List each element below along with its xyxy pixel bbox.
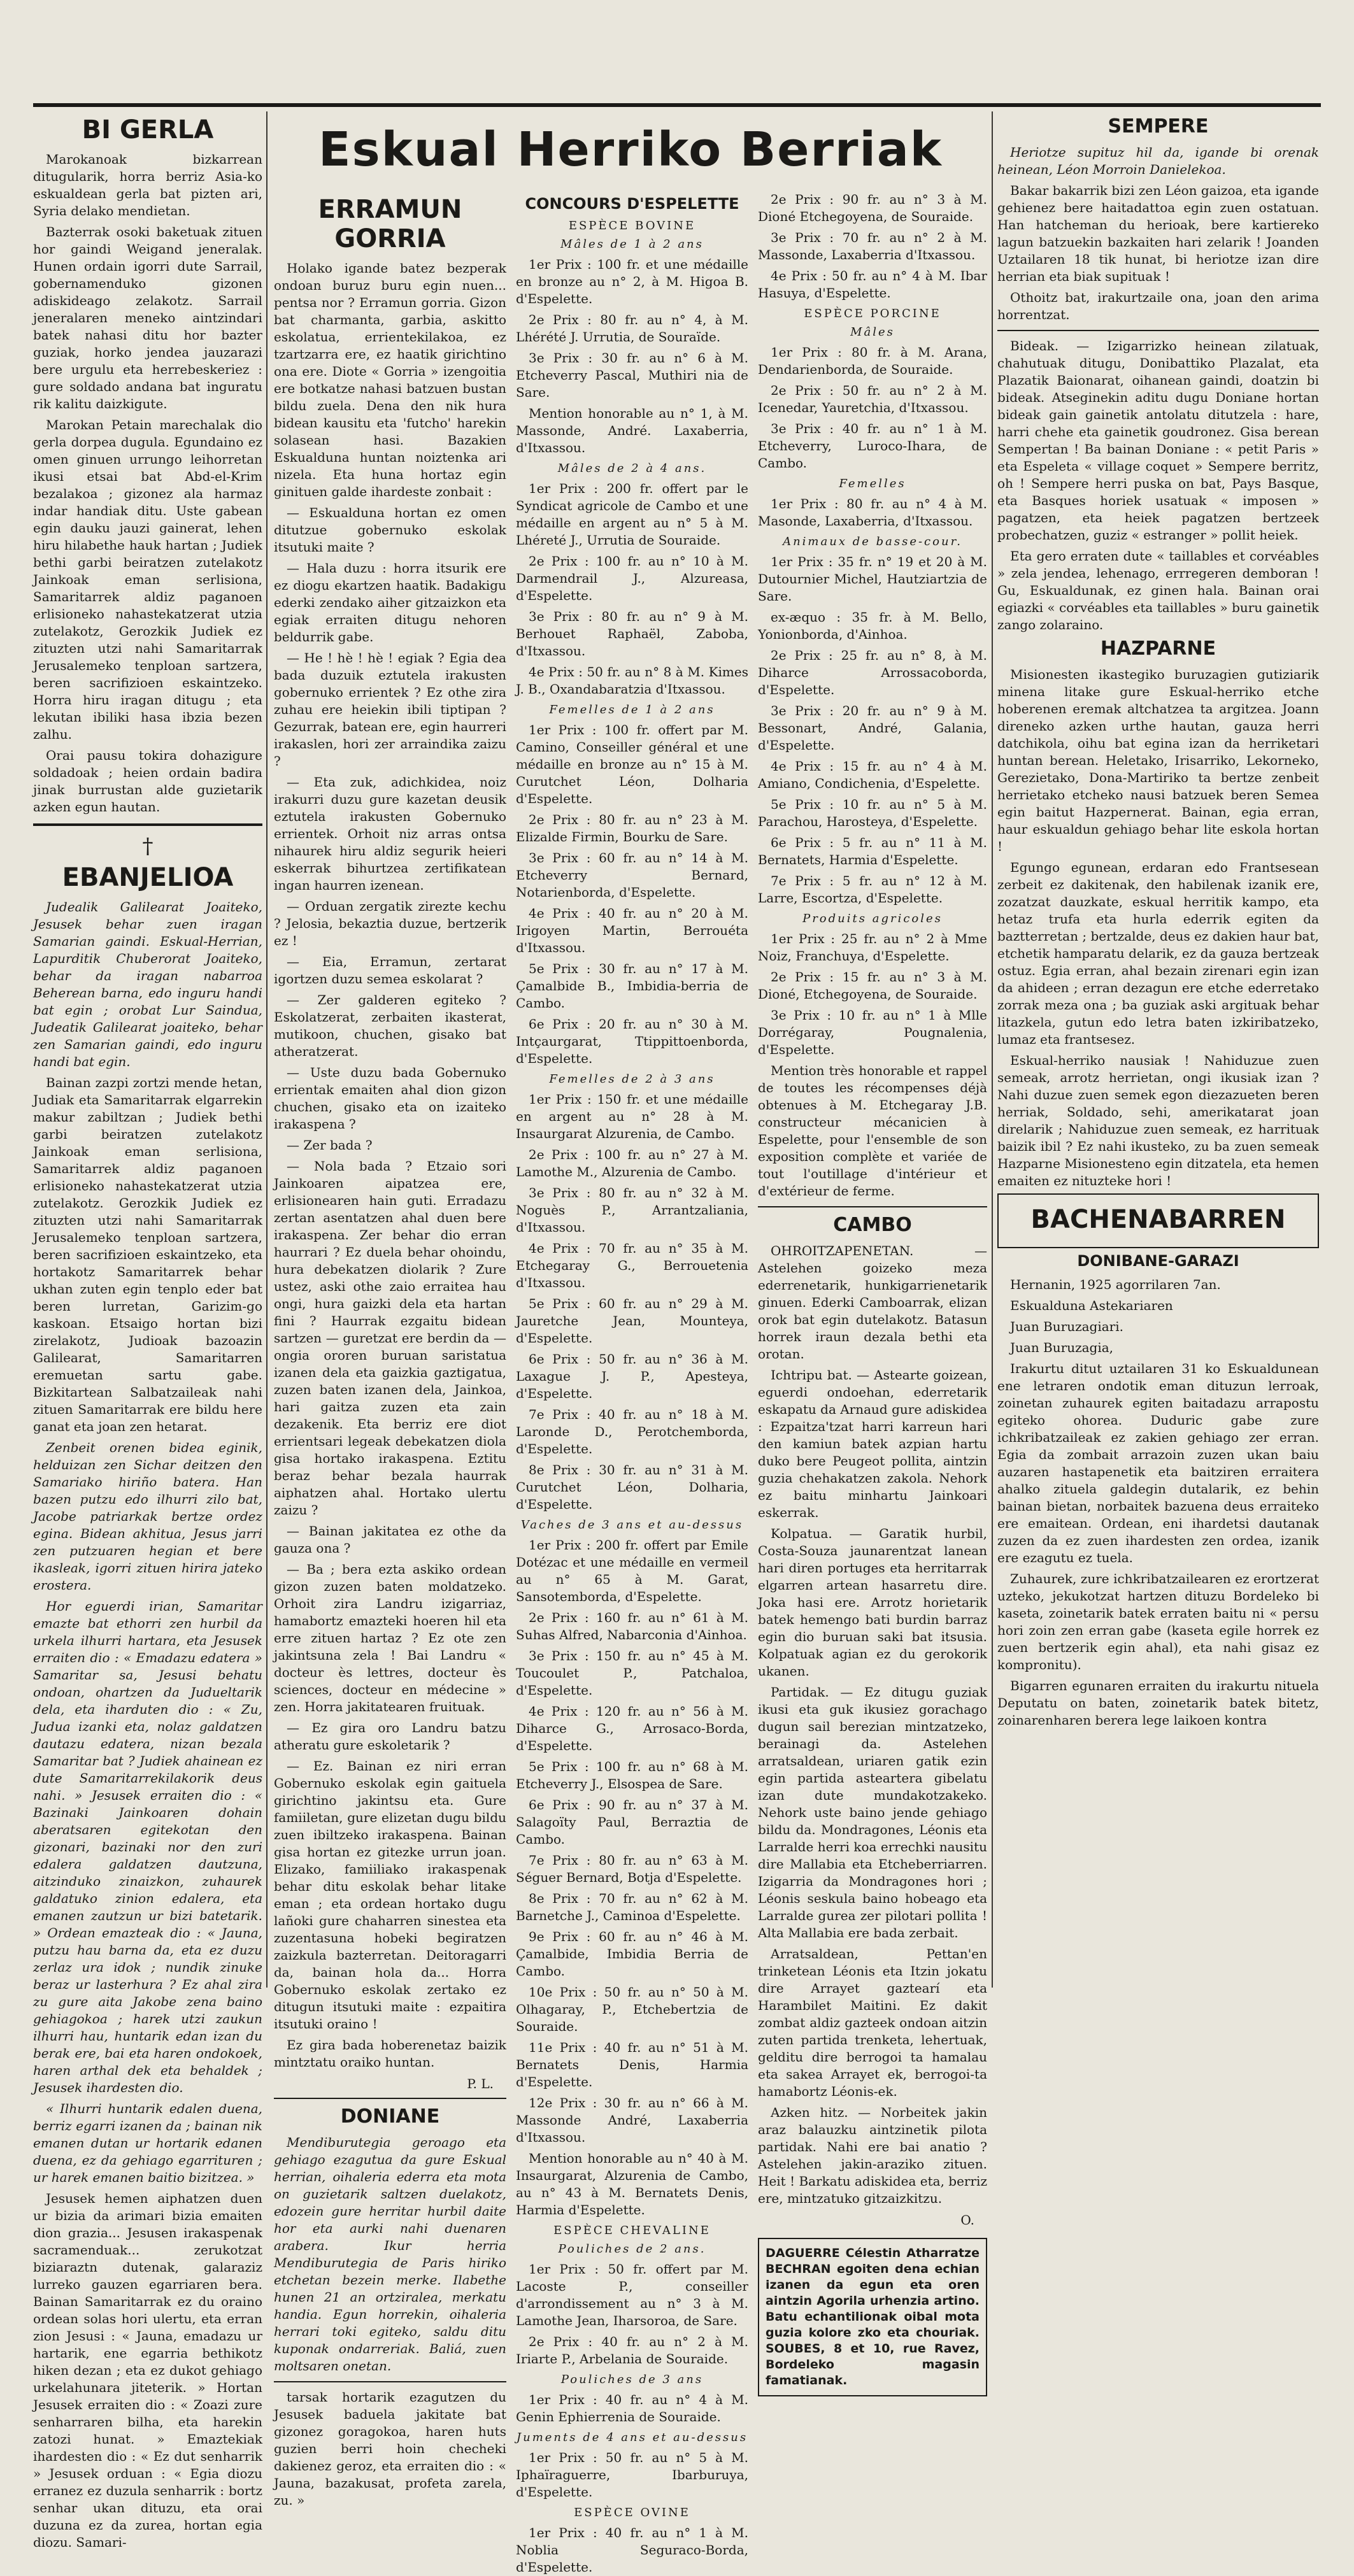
address-line: Juan Buruzagiari. — [1010, 1319, 1123, 1334]
section-divider — [274, 2098, 506, 2099]
prize-entry: 4e Prix : 15 fr. au n° 4 à M. Amiano, Condichenia, d'Espelette. — [758, 758, 987, 791]
prize-entry: 12e Prix : 30 fr. au n° 66 à M. Massonde André, Laxaberria d'Itxassou. — [516, 2095, 748, 2145]
paragraph: Misionesten ikastegiko buruzagien gutiziarik minena litake gure Eskual-herriko etche hoberenen eremak altchatzea ta argitzea. Joann direneko azken urthe hautan, gauza herri datchikola, oihu bat egina izan da herriketari huntan berean. Heletako, Irisarriko, Lekorneko, Gerezietako, Dona-Martiriko ta bertze zenbeit herrietako etcheko nausi batzuek beren Semea egin baitut Hazpernerat. Bainan, egia erran, haur eskualdun gehiago behar lite eskola hortan ! — [997, 667, 1319, 854]
prize-entry: 4e Prix : 40 fr. au n° 20 à M. Irigoyen Martin, Berrouéta d'Itxassou. — [516, 906, 748, 955]
prize-entry: 3e Prix : 20 fr. au n° 9 à M. Bessonart, André, Galania, d'Espelette. — [758, 703, 987, 753]
paragraph: Eta gero erraten dute « taillables et corvéables » zela jendea, lehenago, errregeren demboran ! Gu, Eskualdunak, ez ginen hala. Bainan orai egiazki « corvéables eta taillables » buru gainetik zango zolaraino. — [997, 548, 1319, 632]
paragraph: — Zer bada ? — [287, 1137, 373, 1153]
section-subtitle: Vaches de 3 ans et au-dessus — [520, 1518, 744, 1532]
prize-entry: 1er Prix : 35 fr. n° 19 et 20 à M. Dutournier Michel, Hautziartzia de Sare. — [758, 554, 987, 604]
paragraph: Judealik Galilearat Joaiteko, Jesusek behar zuen iragan Samarian gaindi. Eskual-Herrian, Lapurditik Chuberorat Joaiteko, behar da iragan nabarroa Beherean barna, edo inguru handi bat egin ; orobat Lur Saindua, Judeatik Galilearat joaiteko, behar zen Samarian gaindi, edo inguru handi bat egin. — [33, 899, 262, 1069]
column-5 — [997, 111, 1319, 1988]
paragraph: tarsak hortarik ezagutzen du Jesusek baduela jakitate bat gizonez goragokoa, haren huts guzien berri hoin checheki dakienez geroz, eta erraiten dio : « Jauna, bazakusat, profeta zarela, zu. » — [274, 2389, 506, 2508]
cross-icon: † — [142, 834, 153, 859]
column-rule — [992, 111, 993, 1988]
prize-entry: 1er Prix : 200 fr. offert par Emile Dotézac et une médaille en vermeil au n° 65 à M. Garat, Sansotemborda, d'Espelette. — [516, 1537, 748, 1604]
signature: O. — [960, 2212, 974, 2228]
section-subtitle: Pouliches de 2 ans. — [558, 2242, 706, 2256]
prize-entry: 4e Prix : 70 fr. au n° 35 à M. Etchegaray G., Berrouetenia d'Itxassou. — [516, 1241, 748, 1290]
article-title: BI GERLA — [82, 115, 214, 145]
paragraph: — Ez. Bainan ez niri erran Gobernuko eskolak egin gaituela girichtino jakintsu eta. Gure famiiletan, gure elizetan dugu bildu zuen ibiltzeko irakaspena. Bainan gisa hortan ez gitezke urrun joan. Elizako, famiiliako irakaspenak behar ditu eskolak behar litake eman ; eta ordean hortako dugu lañoki gure chaharren sinestea eta zuzentasuna hobeki begiratzen zaizkula bazterretan. Deitoragarri da, bainan hola da... Horra Gobernuko eskolak zertako ez ditugun itsutuki maite : ezpaitira itsutuki oraino ! — [274, 1758, 506, 2032]
section-subtitle: ESPÈCE BOVINE — [568, 219, 696, 232]
prize-entry: 2e Prix : 40 fr. au n° 2 à M. Iriarte P., Arbelania de Souraide. — [516, 2334, 748, 2366]
paragraph: Holako igande batez bezperak ondoan buruz buru egin nuen... pentsa nor ? Erramun gorria. Gizon bat charmanta, garbia, askitto eskolatua, errientekilakoa, ez tzartzarra ere, ez haatik girichtino ona ere. Diote « Gorria » izengoitia ere botkatze nahasi batzuen bustan bildu zuela. Dena den nik hura bidean kausitu eta 'futcho' harekin solasean hasi. Bazakien Eskualduna huntan noiztenka ari nizela. Eta huna hortaz egin ginituen galde ihardeste zonbait : — [274, 260, 506, 499]
paragraph: Mention très honorable et rappel de toutes les récompenses déjà obtenues à M. Etchegaray J.B. constructeur mécanicien à Espelette, pour l'ensemble de son exposition complète et variée de tout l'outillage d'intérieur et d'extérieur de ferme. — [758, 1063, 987, 1199]
prize-entry: 1er Prix : 50 fr. offert par M. Lacoste P., conseiller d'arrondissement au n° 3 à M. Lamothe Jean, Iharsoroa, de Sare. — [516, 2261, 748, 2328]
paragraph: — He ! hè ! hè ! egiak ? Egia dea bada duzuik eztutela irakusten gobernuko errientek ? Ez othe zira zuhau ere heiekin ibili tiptipan ? Gezurrak, batean ere, egin haurreri irakaslen, hori zer arraindika zaizu ? — [274, 650, 506, 769]
prize-entry: 2e Prix : 50 fr. au n° 2 à M. Icenedar, Yauretchia, d'Itxassou. — [758, 383, 987, 415]
paragraph: Bainan zazpi zortzi mende hetan, Judiak eta Samaritarrak elgarrekin makur zabiltzan ; Judiek bethi garbi beiratzen zutelakotz Jainkoak eman serlisiona, Samaritarrek aldiz paganoen erlisioneko nahastekatzerat utzia zutelakotz. Gerozkik Judiek ez zituzten utzi nahi Samaritarrak Jerusalemeko tenploan sartzera, beren sacrifizioen eskaintzeko, eta hortakotz Samaritarrek behar ukhan zuten egin tenplo eder bat beren lurretan, Garizim-go kaskoan. Etsaigo hortan bizi zirelakotz, Judioak bazoazin Galilearat, Samaritarren eremuetan sartu gabe. Bizkitartean Salbatzaileak nahi zituen Samaritarrak ere bildu here ganat eta joan zen hetarat. — [33, 1075, 262, 1434]
column-4 — [758, 191, 987, 2387]
section-subtitle: Mâles de 1 à 2 ans — [560, 238, 704, 251]
prize-entry: 4e Prix : 50 fr. au n° 4 à M. Ibar Hasuya, d'Espelette. — [758, 268, 987, 301]
prize-entry: ex-æquo : 35 fr. à M. Bello, Yonionborda, d'Ainhoa. — [758, 609, 987, 642]
paragraph: — Ba ; bera ezta askiko ordean gizon zuzen baten moldatzeko. Orhoit zira Landru izigarriaz, hamabortz emazteki hoeren hil eta erre zituen hartaz ? Ez ote zen jakintsuna zela ! Bai Landru « docteur ès lettres, docteur ès sciences, docteur en médecine » zen. Horra jakitatearen fruituak. — [274, 1562, 506, 1714]
prize-entry: 6e Prix : 20 fr. au n° 30 à M. Intçaurgarat, Ttippittoenborda, d'Espelette. — [516, 1016, 748, 1066]
prize-entry: 6e Prix : 90 fr. au n° 37 à M. Salagoïty Paul, Berraztia de Cambo. — [516, 1797, 748, 1847]
article-title: HAZPARNE — [1100, 637, 1216, 660]
prize-entry: 4e Prix : 50 fr. au n° 8 à M. Kimes J. B., Oxandabaratzia d'Itxassou. — [516, 664, 748, 697]
prize-entry: 3e Prix : 60 fr. au n° 14 à M. Etcheverry Bernard, Notarienborda, d'Espelette. — [516, 850, 748, 900]
section-subtitle: ESPÈCE CHEVALINE — [553, 2224, 711, 2237]
prize-entry: 1er Prix : 100 fr. offert par M. Camino, Conseiller général et une médaille en bronze au n° 15 à M. Curutchet Léon, Dolharia d'Espelette. — [516, 722, 748, 806]
paragraph: Azken hitz. — Norbeitek jakin araz balauzku aintzinetik pilota partidak. Nahi ere bai anatio ? Astelehen jakin-araziko zituen. Heit ! Barkatu adiskidea eta, berriz ere, mintzatuko gitzaizkitzu. — [758, 2105, 987, 2206]
article-title: CONCOURS D'ESPELETTE — [525, 195, 739, 213]
paragraph: — Hala duzu : horra itsurik ere ez diogu ekartzen haatik. Badakigu ederki zendako aiher gitzaizkon eta egiak erraiten ditugu nehoren beldurrik gabe. — [274, 560, 506, 644]
section-subtitle: Femelles — [839, 477, 906, 490]
region-header-box — [997, 1193, 1319, 1248]
paragraph: — Eia, Erramun, zertarat igortzen duzu semea eskolarat ? — [274, 954, 506, 986]
section-subtitle: ESPÈCE OVINE — [574, 2506, 690, 2519]
prize-entry: 8e Prix : 70 fr. au n° 62 à M. Barnetche J., Caminoa d'Espelette. — [516, 1891, 748, 1923]
prize-entry: 5e Prix : 30 fr. au n° 17 à M. Çamalbide B., Imbidia-berria de Cambo. — [516, 961, 748, 1011]
prize-entry: 10e Prix : 50 fr. au n° 50 à M. Olhagaray, P., Etchebertzia de Souraide. — [516, 1984, 748, 2034]
prize-entry: 3e Prix : 80 fr. au n° 9 à M. Berhouet Raphaël, Zaboba, d'Itxassou. — [516, 609, 748, 658]
section-subtitle: Animaux de basse-cour. — [783, 535, 962, 548]
paragraph: — Uste duzu bada Gobernuko errientak emaiten ahal dion gizon chuchen, gisako eta on izaiteko irakaspena ? — [274, 1065, 506, 1132]
article-title: CAMBO — [833, 1214, 912, 1236]
section-subtitle: Produits agricoles — [802, 912, 943, 925]
prize-entry: 1er Prix : 25 fr. au n° 2 à Mme Noiz, Franchuya, d'Espelette. — [758, 931, 987, 964]
section-subtitle: ESPÈCE PORCINE — [804, 307, 941, 320]
paragraph: — Eta zuk, adichkidea, noiz irakurri duzu gure kazetan deusik eztutela irakusten Gobernuko errientek. Orhoit niz arras ontsa nihaurek hiru aldiz segurik heieri eskerrak bihurtzea zertifikatean ingan haurren izenean. — [274, 774, 506, 893]
prize-entry: 2e Prix : 100 fr. au n° 27 à M. Lamothe M., Alzurenia de Cambo. — [516, 1147, 748, 1179]
paragraph: Marokan Petain marechalak dio gerla dorpea dugula. Egundaino ez omen ginuen urrungo leihorretan ikusi etsai bat Abd-el-Krim bezalakoa ; gizonez ala harmaz indar handiak ditu. Uste gabean egin dauku jauzi gainerat, lehen hiru hilabethe hauk hartan ; Judiek bethi garbi beiratzen zutelakotz Jainkoak eman serlisiona, Samaritarrek aldiz paganoen erlisioneko nahastekatzerat utzia zutelakotz, Gerozkik Judiek ez zituzten utzi nahi Samaritarrak Jerusalemeko tenploan sartzera, beren sacrifizioen eskaintzeko. Horra hiru iragan ditugu ; eta lekutan ibiliki hasa ibzia bezen zalhu. — [33, 417, 262, 742]
prize-entry: 5e Prix : 60 fr. au n° 29 à M. Jauretche Jean, Mounteya, d'Espelette. — [516, 1296, 748, 1346]
section-subtitle: Mâles — [850, 325, 895, 339]
column-3 — [516, 191, 748, 2575]
paragraph: Jesusek hemen aiphatzen duen ur bizia da arimari bizia emaiten dion grazia... Jesusen irakaspenak sacramenduak... zerukotzat biziaraztn dutenak, galaraziz lurreko gauzen egarriaren bera. Bainan Samaritarrak ez du oraino ordean solas hori ulertu, eta erran zion Jesusi : « Jauna, emadazu ur hartarik, ene egarria bethikotz hiken dezan ; eta ez dukot gehiago urkelahunara jiteterik. » Hortan Jesusek erraiten dio : « Zoazi zure senharraren bilha, eta harekin zatozi hunat. » Emaztekiak ihardesten dio : « Ez dut senharrik » Jesusek orduan : « Egia diozu erranez ez duzula senharrik : bortz senhar ukan dituzu, eta orai duzuna ez da zurea, hortan egia diozu. Samari- — [33, 2191, 262, 2550]
prize-entry: 3e Prix : 40 fr. au n° 1 à M. Etcheverry, Luroco-Ihara, de Cambo. — [758, 421, 987, 471]
paragraph: Ez gira bada hoberenetaz baizik mintztatu oraiko huntan. — [274, 2037, 506, 2070]
prize-entry: Mention honorable au n° 1, à M. Massonde, André. Laxaberria, d'Itxassou. — [516, 406, 748, 455]
prize-entry: 1er Prix : 80 fr. à M. Arana, Dendarienborda, de Souraide. — [758, 345, 987, 377]
masthead: Eskual Herriko Berriak — [318, 122, 943, 177]
prize-entry: 1er Prix : 40 fr. au n° 1 à M. Noblia Seguraco-Borda, d'Espelette. — [516, 2525, 748, 2575]
prize-entry: 2e Prix : 15 fr. au n° 3 à M. Dioné, Etchegoyena, de Souraide. — [758, 969, 987, 1002]
column-1 — [33, 111, 262, 2550]
prize-entry: 2e Prix : 160 fr. au n° 61 à M. Suhas Alfred, Nabarconia d'Ainhoa. — [516, 1610, 748, 1642]
prize-entry: 8e Prix : 30 fr. au n° 31 à M. Curutchet Léon, Dolharia, d'Espelette. — [516, 1462, 748, 1512]
section-divider — [274, 2381, 506, 2382]
prize-entry: 6e Prix : 50 fr. au n° 36 à M. Laxague J. P., Apesteya, d'Espelette. — [516, 1351, 748, 1401]
paragraph: — Eskualduna hortan ez omen ditutzue gobernuko eskolak itsutuki maite ? — [274, 505, 506, 555]
paragraph: « Ilhurri huntarik edalen duena, berriz egarri izanen da ; bainan nik emanen dutan ur hortarik edanen duena, ez da gehiago egarrituren ; ur harek emanen baitio bizitzea. » — [33, 2101, 262, 2185]
article-title: DONIBANE-GARAZI — [1077, 1252, 1239, 1270]
paragraph: Heriotze supituz hil da, igande bi orenak heinean, Léon Morroin Danielekoa. — [997, 145, 1319, 177]
section-divider — [33, 823, 262, 826]
prize-entry: 11e Prix : 40 fr. au n° 51 à M. Bernatets Denis, Harmia d'Espelette. — [516, 2040, 748, 2089]
prize-entry: 2e Prix : 80 fr. au n° 4, à M. Lhérété J. Urrutia, de Souraïde. — [516, 312, 748, 345]
prize-entry: 2e Prix : 90 fr. au n° 3 à M. Dioné Etchegoyena, de Souraide. — [758, 192, 987, 224]
prize-entry: 3e Prix : 30 fr. au n° 6 à M. Etcheverry Pascal, Muthiri nia de Sare. — [516, 350, 748, 400]
dateline: Hernanin, 1925 agorrilaren 7an. — [1010, 1277, 1221, 1292]
top-rule — [33, 103, 1321, 107]
section-divider — [758, 1206, 987, 1207]
paragraph: OHROITZAPENETAN. — Astelehen goizeko meza ederrenetarik, hunkigarrienetarik ginuen. Ederki Camboarrak, elizan orok bat egin dutelakotz. Batasun horrek iraun dezala bethi eta orotan. — [758, 1243, 987, 1362]
prize-entry: 2e Prix : 100 fr. au n° 10 à M. Darmendrail J., Alzureasa, d'Espelette. — [516, 553, 748, 603]
paragraph: Egungo egunean, erdaran edo Frantsesean zerbeit ez dakitenak, den habilenak izanik ere, zozatzat dauzkate, eskual herritik kampo, eta hetaz trufa eta hurla ederrik egiten da baztterretan ; bertzalde, deus ez dakien haur bat, etchetik hamparatu delarik, ez da gauza bertzeak ostuz. Egia erran, ahal bezain zirenari egin izan da ahideen ; erran dezagun ere etche ederretako zorrak meza ona ; ba guziak aski argituak behar litazkela, gutun edo letra baten izkiribatzeko, lumaz eta frantsesez. — [997, 860, 1319, 1047]
paragraph: Bakar bakarrik bizi zen Léon gaizoa, eta igande gehienez bere haitadattoa egin zuen ostatuan. Han hatcheman du herioak, bere kartiereko lagun batzuekin bazkaiten hari zelarik ! Joanden Uztailaren 18 tik hunat, bi heriotze izan dire herrian eta biak supituak ! — [997, 183, 1319, 284]
article-title: SEMPERE — [1108, 115, 1209, 138]
paragraph: Zuhaurek, zure ichkribatzailearen ez erortzerat uzteko, jekukotzat hartzen dituzu Bordeleko bi kaseta, zoinetarik batek erraten baitu ni « persu hori zoin zen erran gabe (kaseta egile horrek ez zuen bertzerik egin ahal), eta nahi gisaz ez kompronitu). — [997, 1571, 1319, 1672]
paragraph: Bigarren egunaren erraiten du irakurtu nituela Deputatu on baten, zoinetarik batek bitetz, zoinarenharen berera lege laikoen kontra — [997, 1678, 1319, 1728]
paragraph: Mendiburutegia geroago eta gehiago ezagutua da gure Eskual herrian, oihaleria ederra eta mota on guzietarik saltzen duelakotz, edozein gure herritar hurbil daite hor eta aurki nahi duenaren arabera. Ikur herria Mendiburutegia de Paris hiriko etchetan bezein merke. Ilabethe hunen 21 an ortziralea, merkatu handia. Egun horrekin, oihaleria herrari toki egiteko, saldu ditu kuponak ondarreriak. Baliá, zuen moltsaren onetan. — [274, 2135, 506, 2373]
prize-entry: 4e Prix : 120 fr. au n° 56 à M. Diharce G., Arrosaco-Borda, d'Espelette. — [516, 1704, 748, 1753]
section-subtitle: Pouliches de 3 ans — [560, 2373, 704, 2386]
prize-entry: Mention honorable au n° 40 à M. Insaurgarat, Alzurenia de Cambo, au n° 43 à M. Bernatets Denis, Harmia d'Espelette. — [516, 2151, 748, 2217]
prize-entry: 1er Prix : 150 fr. et une médaille en argent au n° 28 à M. Insaurgarat Alzurenia, de Cambo. — [516, 1092, 748, 1141]
article-title: DONIANE — [340, 2105, 440, 2128]
prize-entry: 3e Prix : 70 fr. au n° 2 à M. Massonde, Laxaberria d'Itxassou. — [758, 230, 987, 262]
prize-entry: 2e Prix : 80 fr. au n° 23 à M. Elizalde Firmin, Bourku de Sare. — [516, 812, 748, 844]
section-subtitle: Juments de 4 ans et au-dessus — [516, 2431, 748, 2444]
address-line: Eskualduna Astekariaren — [1010, 1298, 1173, 1313]
prize-entry: 5e Prix : 10 fr. au n° 5 à M. Parachou, Harosteya, d'Espelette. — [758, 797, 987, 829]
prize-entry: 1er Prix : 50 fr. au n° 5 à M. Iphaïraguerre, Ibarburuya, d'Espelette. — [516, 2450, 748, 2500]
article-title: ERRAMUN GORRIA — [318, 195, 462, 253]
section-subtitle: Femelles de 2 à 3 ans — [549, 1072, 715, 1086]
paragraph: Zenbeit orenen bidea eginik, helduizan zen Sichar deitzen den Samariako hiriño batera. Han bazen putzu edo ilhurri zilo bat, Jacobe patriarkak bertze ordez egina. Bidean akhitua, Jesus jarri zen putzuaren hegian et bere ikasleak, igorri zituen hirira jateko erostera. — [33, 1440, 262, 1593]
prize-entry: 7e Prix : 5 fr. au n° 12 à M. Larre, Escortza, d'Espelette. — [758, 873, 987, 906]
section-divider — [997, 330, 1319, 331]
prize-entry: 1er Prix : 80 fr. au n° 4 à M. Masonde, Laxaberria, d'Itxassou. — [758, 496, 987, 529]
paragraph: Kolpatua. — Garatik hurbil, Costa-Souza jaunarentzat lanean hari diren portuges eta herritarrak elgarren artean hasarretu dire. Joka hasi ere. Arrotz horietarik batek hemengo bati burdin barraz egin dio buruan saki bat itsusia. Kolpatuak agian ez du gerokorik ukanen. — [758, 1526, 987, 1679]
prize-entry: 1er Prix : 40 fr. au n° 4 à M. Genin Ephierrenia de Souraide. — [516, 2392, 748, 2424]
paragraph: Bazterrak osoki baketuak zituen hor gaindi Weigand jeneralak. Hunen ordain igorri dute Sarrail, gobernamenduko gizonen adiskideago zelakotz. Sarrail jeneralaren meneko aintzindari batek nahasi ditu hor bazter guziak, horko jendea jauzarazi bere urgulu eta herrebeskeriez : gure soldado andana bat inguratu rik kalitu daizkigute. — [33, 224, 262, 411]
salutation: Juan Buruzagia, — [1010, 1340, 1114, 1355]
paragraph: Ichtripu bat. — Astearte goizean, eguerdi ondoehan, ederretarik eskapatu da Arnaud gure adiskidea : Ezpaitza'tzat harri karreun hari den kamiun batek azpian hartu duko bere Peugeot pollita, aintzin guzia chehakatzen zakola. Nehork ez baitu minhartu Jainkoari eskerrak. — [758, 1367, 987, 1520]
prize-entry: 3e Prix : 10 fr. au n° 1 à Mlle Dorrégaray, Pougnalenia, d'Espelette. — [758, 1007, 987, 1057]
paragraph: — Orduan zergatik zirezte kechu ? Jelosia, bekaztia duzue, bertzerik ez ! — [274, 899, 506, 948]
prize-entry: 1er Prix : 200 fr. offert par le Syndicat agricole de Cambo et une médaille en argent au n° 5 à M. Lhéreté J., Urrutia de Souraide. — [516, 481, 748, 548]
paragraph: Partidak. — Ez ditugu guziak ikusi eta guk ikusiez gorachago dugun sail berezian mintzatzeko, berainagi da. Astelehen arratsaldean, uriaren gatik ezin egin partida asteartera gibelatu izan dute mundakotzakeko. Nehork uste baino jende gehiago bildu da. Mondragones, Léonis eta Larralde herri koa errechki nausitu dire Mallabia eta Etcheberriarren. Izigarria da Mondragones hori ; Léonis seskula baino hobeago eta Larralde gurea zer pilotari pollita ! Alta Mallabia ere bada zerbait. — [758, 1684, 987, 1940]
paragraph: Marokanoak bizkarrean ditugularik, horra berriz Asia-ko eskualdean gerla bat pizten ari, Syria delako mendietan. — [33, 152, 262, 218]
prize-entry: 1er Prix : 100 fr. et une médaille en bronze au n° 2, à M. Higoa B. d'Espelette. — [516, 257, 748, 306]
prize-entry: 7e Prix : 40 fr. au n° 18 à M. Laronde D., Perotchemborda, d'Espelette. — [516, 1407, 748, 1456]
paragraph: — Zer galderen egiteko ? Eskolatzerat, zerbaiten ikasterat, mutikoon, chuchen, gisako bat atheratzerat. — [274, 992, 506, 1059]
region-title: BACHENABARREN — [1030, 1205, 1286, 1234]
paragraph: Orai pausu tokira dohazigure soldadoak ; heien ordain badira jinak burrustan alde guzietarik azken egun hautan. — [33, 748, 262, 815]
paragraph: — Nola bada ? Etzaio sori Jainkoaren aipatzea ere, erlisionearen hain guti. Erradazu zertan asentatzen ahal duen bere irakaspena. Zer behar dio erran haurrari ? Ez duela behar ohoindu, hura debekatzen diolarik ? Zure ustez, aski othe zaio erraitea hau ongi, hura gaizki dela eta hartan fini ? Haurrak ezgaitu bidean sartzen — guretzat ere berdin da — ongia ororen buruan saristatua izanen dela eta gaizkia gaztigatua, zuzen baten izanen dela, Jainkoa, hari gaitza zuzen eta zain dezakenik. Eta berriz ere diot errientsari legeak debekatzen diola gisa hortako irakaspena. Eztitu beraz behar bezala haurrak aiphatzen ahal. Hortako ulertu zaizu ? — [274, 1158, 506, 1518]
paragraph: Hor eguerdi irian, Samaritar emazte bat ethorri zen hurbil da urkela ilhurri hartara, eta Jesusek erraiten dio : « Emadazu edatera » Samaritar sa, Jesusi behatu ondoan, ohartzen da Judueltarik dela, eta iharduten dio : « Zu, Judua izanki eta, nolaz galdatzen dautazu edatera, nizan bezala Samaritar bat ? Judiek ahainean ez dute Samaritarrekilakorik deus nahi. » Jesusek erraiten dio : « Bazinaki Jainkoaren dohain aberatsaren egitekotan den gizonari, bazinaki nor den zuri edalera galdatzen dautzuna, aitzinduko zinaizkon, zuhaurek galdatuko zinion edalera, eta emanen zautzun ur bizi batetarik. » Ordean emazteak dio : « Jauna, putzu hau barna da, eta ez duzu zerlaz ura idok ; nundik zinuke beraz ur lasterhura ? Ez ahal zira zu gure aita Jakobe zena baino gehiagokoa ; harek utzi zaukun ilhurri hau, huntarik edan izan du berak ere, bai eta haren ondokoek, haren arthal dek eta behaldek ; Jesusek ihardesten dio. — [33, 1598, 262, 2095]
prize-entry: 5e Prix : 100 fr. au n° 68 à M. Etcheverry J., Elsospea de Sare. — [516, 1759, 748, 1791]
section-subtitle: Mâles de 2 à 4 ans. — [557, 462, 707, 475]
paragraph: — Bainan jakitatea ez othe da gauza ona ? — [274, 1523, 506, 1556]
paragraph: Othoitz bat, irakurtzaile ona, joan den arima horrentzat. — [997, 290, 1319, 322]
prize-entry: 7e Prix : 80 fr. au n° 63 à M. Séguer Bernard, Botja d'Espelette. — [516, 1853, 748, 1885]
paragraph: Arratsaldean, Pettan'en trinketean Léonis eta Itzin jokatu dire Arrayet gaztearí eta Harambilet Maitini. Ez dakit zombat aldiz gazteek ondoan aitzin zuten partida trenketa, lehertuak, gelditu dire berrogoi ta hamalau eta sakea Arrayet ek, berrogoi-ta hamabortz Léonis-ek. — [758, 1946, 987, 2099]
paragraph: Bideak. — Izigarrizko heinean zilatuak, chahutuak ditugu, Donibattiko Plazalat, eta Plazatik Baionarat, oihanean gaindi, doatzin bi bideak. Atseginekin aditu dugu Doniane hortan bideak gain gainetik antolatu ditutzela : hare, harri chehe eta gainetik goudronez. Gisa berean Sempertan ! Ba bainan Doniane : « petit Paris » eta Espeleta « village coquet » Sempere berritz, oh ! Sempere herri puska on bat, Pays Basque, eta Basques horiek usatuak « imposen » pagatzen, eta heiek pagatzen bertzeek probechatzen, guziz « estranger » pollit heiek. — [997, 338, 1319, 543]
article-title: EBANJELIOA — [62, 863, 234, 892]
prize-entry: 3e Prix : 80 fr. au n° 32 à M. Noguès P., Arrantzaliania, d'Itxassou. — [516, 1185, 748, 1235]
signature: P. L. — [467, 2076, 494, 2091]
prize-entry: 9e Prix : 60 fr. au n° 46 à M. Çamalbide, Imbidia Berria de Cambo. — [516, 1929, 748, 1979]
prize-entry: 6e Prix : 5 fr. au n° 11 à M. Bernatets, Harmia d'Espelette. — [758, 835, 987, 867]
paragraph: — Ez gira oro Landru batzu atheratu gure eskoletarik ? — [274, 1720, 506, 1753]
section-subtitle: Femelles de 1 à 2 ans — [549, 703, 715, 716]
column-2 — [274, 191, 506, 2508]
column-rule — [266, 111, 267, 1988]
paragraph: Eskual-herriko nausiak ! Nahiduzue zuen semeak, arrotz herrietan, ongi ikusiak izan ? Nahi duzue zuen semek egon diezazueten beren herriak, Soldado, sehi, amerikatarat joan direlarik ; Nahiduzue zuen semeak, ez harrituak baizik ibil ? Ez nahi ikusteko, zu ba zuen semeak Hazparne Misionesteno egin ditzatela, eta hemen emaiten ez nituzteke hori ! — [997, 1053, 1319, 1188]
paragraph: Irakurtu ditut uztailaren 31 ko Eskualdunean ene letraren ondotik eman dituzun lerroak, zoinetan zuhaurek egiten baitadazu arrapostu egiteko ohorea. Duduric gabe zure ichkribatzaileak ez zakien gehiago zer erran. Egia da zombait arrazoin zuzen ukan baiu auzaren hastapenetik eta baitziren erraitera ahalko zituela galdegin dutalarik, ez behin bainan bietan, norbaitek bazuena deus erraiteko ere emaitean. Ordean, eni ihardetsi dautanak zuzen da ez zuen ihardesten zen ordea, izanik ere ezagutu ez tuela. — [997, 1361, 1319, 1565]
advertisement-box: DAGUERRE Célestin Atharratze BECHRAN egoiten dena echian izanen da egun eta oren aintzin Agorila urhenzia artino. Batu echantilionak oibal mota guzia kolore zko eta chouriak. SOUBES, 8 et 10, rue Ravez, Bordeleko magasin famatianak. — [758, 2238, 987, 2396]
prize-entry: 3e Prix : 150 fr. au n° 45 à M. Toucoulet P., Patchaloa, d'Espelette. — [516, 1648, 748, 1698]
prize-entry: 2e Prix : 25 fr. au n° 8, à M. Diharce Arrossacoborda, d'Espelette. — [758, 648, 987, 697]
